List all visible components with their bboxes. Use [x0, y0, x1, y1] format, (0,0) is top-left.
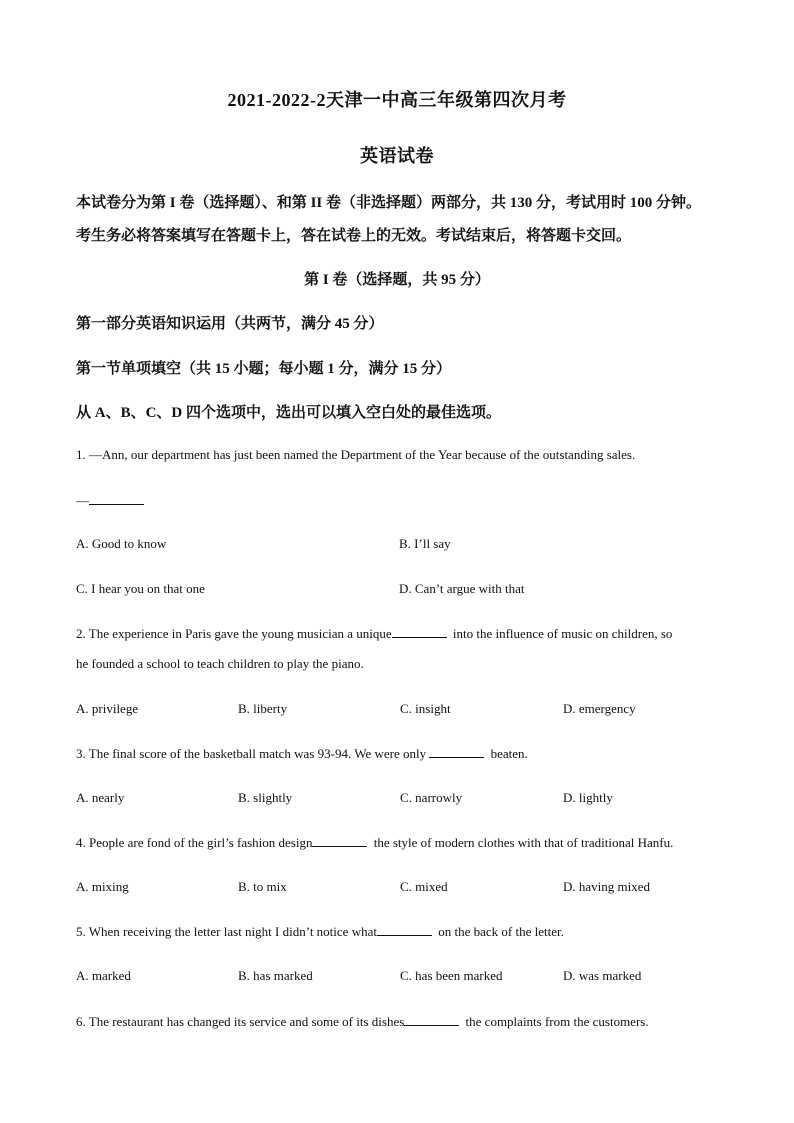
question-1-option-a: A. Good to know	[76, 536, 167, 551]
question-number: 4.	[76, 835, 86, 850]
question-2-option-b: B. liberty	[238, 701, 288, 716]
answer-blank	[429, 745, 484, 758]
instructions-line-1: 本试卷分为第 I 卷（选择题）、和第 II 卷（非选择题）两部分，共 130 分，考试用时 100 分钟。	[76, 195, 702, 211]
question-4-option-c: C. mixed	[400, 879, 448, 894]
question-1-option-b: B. I’ll say	[399, 536, 451, 551]
question-text-after: beaten.	[490, 746, 528, 761]
answer-blank	[404, 1013, 459, 1026]
question-5-option-a: A. marked	[76, 968, 131, 983]
exam-title: 2021-2022-2天津一中高三年级第四次月考	[227, 90, 567, 110]
question-6-stem	[76, 1013, 649, 1030]
exam-subtitle: 英语试卷	[360, 146, 434, 166]
part-title: 第一部分英语知识运用（共两节，满分 45 分）	[76, 316, 384, 332]
question-number: 1.	[76, 447, 86, 462]
question-text: —Ann, our department has just been named the Department of the Year because of the outstanding sales.	[89, 447, 636, 462]
question-4-option-b: B. to mix	[238, 879, 287, 894]
question-1-option-d: D. Can’t argue with that	[399, 581, 525, 596]
question-text-before: People are fond of the girl’s fashion design	[89, 835, 313, 850]
direction-text: 从 A、B、C、D 四个选项中，选出可以填入空白处的最佳选项。	[76, 405, 502, 421]
question-text-before: The final score of the basketball match was 93-94. We were only	[88, 746, 427, 761]
question-2-option-a: A. privilege	[76, 701, 139, 716]
question-5-option-c: C. has been marked	[400, 968, 503, 983]
question-4-stem	[76, 834, 673, 851]
question-2-option-d: D. emergency	[563, 701, 636, 716]
question-text-after: into the influence of music on children, so	[452, 626, 673, 641]
answer-blank	[377, 923, 432, 936]
question-number: 5.	[76, 924, 86, 939]
question-5-stem	[76, 923, 564, 940]
reply-dash: —	[76, 493, 89, 508]
question-3-option-a: A. nearly	[76, 790, 125, 805]
question-1-reply	[76, 492, 147, 509]
question-number: 2.	[76, 626, 86, 641]
question-3-stem	[76, 745, 528, 762]
question-3-option-b: B. slightly	[238, 790, 293, 805]
question-2-option-c: C. insight	[400, 701, 451, 716]
answer-blank	[392, 625, 447, 638]
question-4-option-d: D. having mixed	[563, 879, 651, 894]
instructions-line-2: 考生务必将答案填写在答题卡上，答在试卷上的无效。考试结束后，将答题卡交回。	[76, 228, 632, 244]
question-5-option-b: B. has marked	[238, 968, 313, 983]
question-4-option-a: A. mixing	[76, 879, 129, 894]
question-text-before: The restaurant has changed its service and some of its dishes	[88, 1014, 405, 1029]
question-text-after: on the back of the letter.	[438, 924, 564, 939]
volume-title: 第 I 卷（选择题，共 95 分）	[304, 272, 490, 288]
question-2-stem-line-2: he founded a school to teach children to play the piano.	[76, 656, 364, 671]
question-3-option-d: D. lightly	[563, 790, 613, 805]
question-5-option-d: D. was marked	[563, 968, 642, 983]
question-2-stem	[76, 625, 672, 642]
question-text-before: The experience in Paris gave the young musician a unique	[88, 626, 392, 641]
answer-blank	[312, 834, 367, 847]
question-text-before: When receiving the letter last night I didn’t notice what	[88, 924, 377, 939]
question-text-after: the style of modern clothes with that of traditional Hanfu.	[373, 835, 674, 850]
question-text-after: the complaints from the customers.	[465, 1014, 649, 1029]
question-1-option-c: C. I hear you on that one	[76, 581, 205, 596]
answer-blank	[89, 492, 144, 505]
question-number: 6.	[76, 1014, 86, 1029]
subsection-title: 第一节单项填空（共 15 小题；每小题 1 分，满分 15 分）	[76, 361, 452, 377]
question-1-stem	[76, 447, 635, 463]
question-3-option-c: C. narrowly	[400, 790, 463, 805]
question-number: 3.	[76, 746, 86, 761]
